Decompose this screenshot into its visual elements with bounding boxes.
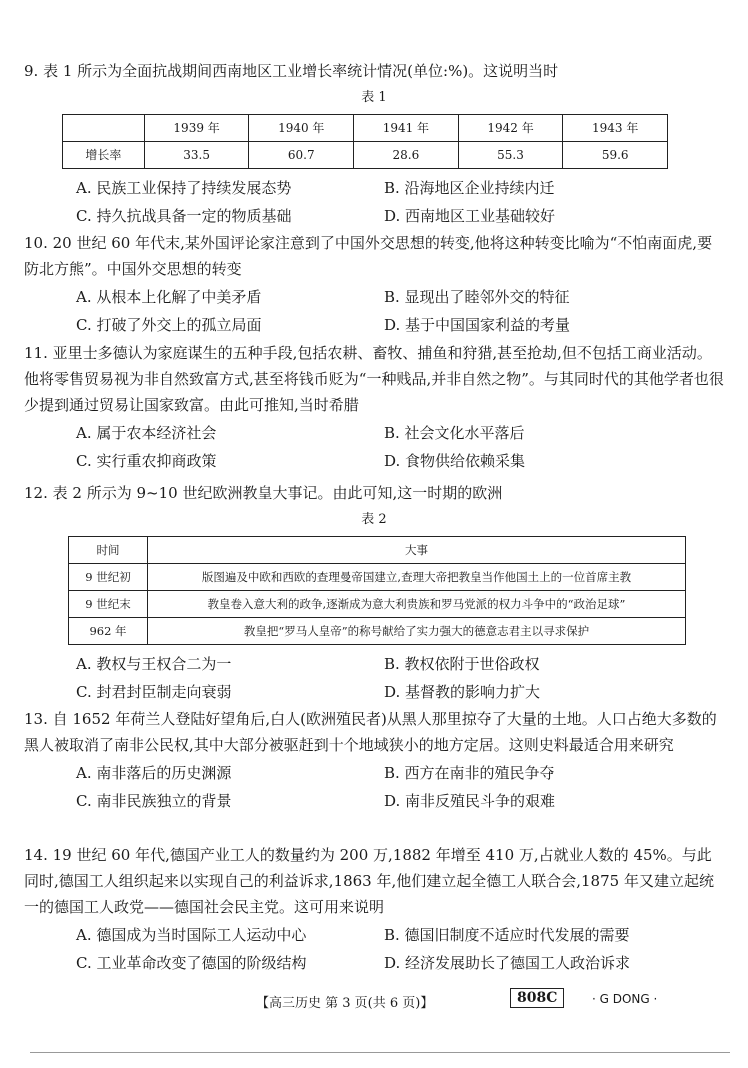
question-11 — [24, 340, 724, 476]
bottom-rule — [30, 1052, 730, 1053]
option-b: B. 沿海地区企业持续内迁 — [384, 179, 555, 197]
option-d: D. 西南地区工业基础较好 — [384, 207, 556, 225]
table-1-header-cell — [63, 115, 145, 142]
table-1-cell: 60.7 — [249, 142, 354, 169]
brand-mark: · G DONG · — [592, 992, 658, 1006]
option-c: C. 南非民族独立的背景 — [76, 792, 232, 810]
option-d: D. 南非反殖民斗争的艰难 — [384, 792, 556, 810]
exam-code: 808C — [510, 988, 564, 1008]
table-2-caption: 表 2 — [361, 512, 387, 527]
question-13 — [24, 706, 724, 816]
option-c: C. 封君封臣制走向衰弱 — [76, 683, 232, 701]
option-d: D. 基督教的影响力扩大 — [384, 683, 541, 701]
question-10-options — [76, 284, 724, 340]
option-d: D. 基于中国国家利益的考量 — [384, 316, 571, 334]
question-9-stem: 9. 表 1 所示为全面抗战期间西南地区工业增长率统计情况(单位:%)。这说明当时 — [24, 62, 559, 80]
table-2-event-cell: 教皇卷入意大利的政争,逐渐成为意大利贵族和罗马党派的权力斗争中的“政治足球” — [148, 591, 686, 618]
table-1-header-cell: 1940 年 — [249, 115, 354, 142]
table-1-cell: 59.6 — [563, 142, 668, 169]
option-b: B. 西方在南非的殖民争夺 — [384, 764, 555, 782]
table-1-header-cell: 1942 年 — [458, 115, 563, 142]
option-d: D. 经济发展助长了德国工人政治诉求 — [384, 954, 631, 972]
question-13-stem: 13. 自 1652 年荷兰人登陆好望角后,白人(欧洲殖民者)从黑人那里掠夺了大量的土地。人口占绝大多数的黑人被取消了南非公民权,其中大部分被驱赶到十个地域狭小的地方定居。这则史料最适合用来研究 — [24, 710, 717, 754]
table-1-cell: 33.5 — [144, 142, 249, 169]
option-c: C. 工业革命改变了德国的阶级结构 — [76, 954, 307, 972]
question-13-options — [76, 760, 724, 816]
table-1-cell: 28.6 — [354, 142, 459, 169]
option-d: D. 食物供给依赖采集 — [384, 452, 526, 470]
table-2-event-cell: 版图遍及中欧和西欧的查理曼帝国建立,查理大帝把教皇当作他国土上的一位首席主教 — [148, 564, 686, 591]
question-14 — [24, 842, 724, 978]
question-9-options — [76, 175, 724, 231]
question-9 — [24, 58, 724, 231]
table-2-row — [69, 564, 686, 591]
option-b: B. 教权依附于世俗政权 — [384, 655, 540, 673]
option-c: C. 持久抗战具备一定的物质基础 — [76, 207, 292, 225]
option-c: C. 打破了外交上的孤立局面 — [76, 316, 262, 334]
question-12-options — [76, 651, 724, 707]
table-2 — [68, 536, 686, 645]
option-a: A. 属于农本经济社会 — [76, 424, 217, 442]
table-1-header-cell: 1943 年 — [563, 115, 668, 142]
option-a: A. 德国成为当时国际工人运动中心 — [76, 926, 307, 944]
option-a: A. 南非落后的历史渊源 — [76, 764, 232, 782]
table-1-header-row — [63, 115, 668, 142]
table-2-time-cell: 9 世纪末 — [69, 591, 148, 618]
option-a: A. 教权与王权合二为一 — [76, 655, 232, 673]
table-1-data-row — [63, 142, 668, 169]
question-14-options — [76, 922, 724, 978]
page-footer — [0, 988, 748, 1014]
table-1 — [62, 114, 668, 169]
question-10-stem: 10. 20 世纪 60 年代末,某外国评论家注意到了中国外交思想的转变,他将这种转变比喻为“不怕南面虎,要防北方熊”。中国外交思想的转变 — [24, 234, 713, 278]
option-a: A. 民族工业保持了持续发展态势 — [76, 179, 292, 197]
question-14-stem: 14. 19 世纪 60 年代,德国产业工人的数量约为 200 万,1882 年增至 410 万,占就业人数的 45%。与此同时,德国工人组织起来以实现自己的利益诉求,1863 年,他们建立起全德工人联合会,1875 年又建立起统一的德国工人政党——德国社会民主党。这可用来说明 — [24, 846, 714, 916]
option-c: C. 实行重农抑商政策 — [76, 452, 217, 470]
option-b: B. 社会文化水平落后 — [384, 424, 525, 442]
option-a: A. 从根本上化解了中美矛盾 — [76, 288, 262, 306]
question-12 — [24, 480, 724, 707]
table-2-time-cell: 9 世纪初 — [69, 564, 148, 591]
table-2-event-cell: 教皇把“罗马人皇帝”的称号献给了实力强大的德意志君主以寻求保护 — [148, 618, 686, 645]
table-1-caption: 表 1 — [361, 90, 387, 105]
table-2-header-cell: 大事 — [148, 537, 686, 564]
table-1-header-cell: 1939 年 — [144, 115, 249, 142]
table-1-cell: 55.3 — [458, 142, 563, 169]
question-10 — [24, 230, 724, 340]
question-11-stem: 11. 亚里士多德认为家庭谋生的五种手段,包括农耕、畜牧、捕鱼和狩猎,甚至抢劫,但不包括工商业活动。他将零售贸易视为非自然致富方式,甚至将钱币贬为“一种贱品,并非自然之物”。与其同时代的其他学者也很少提到通过贸易让国家致富。由此可推知,当时希腊 — [24, 344, 724, 414]
table-2-row — [69, 591, 686, 618]
table-1-header-cell: 1941 年 — [354, 115, 459, 142]
table-2-header-cell: 时间 — [69, 537, 148, 564]
table-2-time-cell: 962 年 — [69, 618, 148, 645]
question-11-options — [76, 420, 724, 476]
page-info: 【高三历史 第 3 页(共 6 页)】 — [256, 996, 434, 1011]
table-2-row — [69, 618, 686, 645]
question-12-stem: 12. 表 2 所示为 9~10 世纪欧洲教皇大事记。由此可知,这一时期的欧洲 — [24, 484, 503, 502]
table-1-cell: 增长率 — [63, 142, 145, 169]
table-2-header-row — [69, 537, 686, 564]
option-b: B. 德国旧制度不适应时代发展的需要 — [384, 926, 630, 944]
option-b: B. 显现出了睦邻外交的特征 — [384, 288, 570, 306]
